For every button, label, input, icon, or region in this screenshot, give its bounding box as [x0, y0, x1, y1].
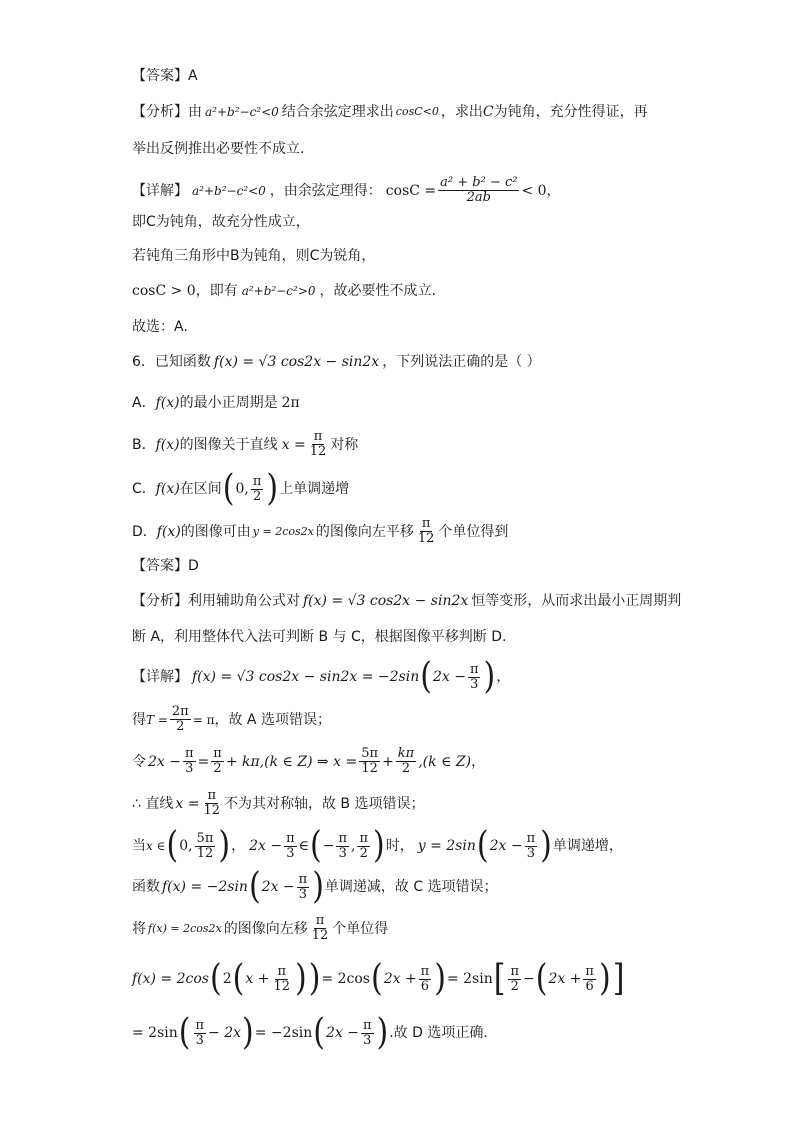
- text: 断 A，利用整体代入法可判断 B 与 C，根据图像平移判断 D.: [132, 629, 507, 645]
- paren-open: (: [166, 824, 179, 867]
- numerator: π: [338, 830, 347, 846]
- numerator: π: [421, 516, 431, 531]
- text: ，下列说法正确的是（ ）: [382, 354, 541, 370]
- math: 0,: [179, 838, 193, 854]
- math: f(x): [155, 436, 180, 453]
- text: 的图像可由: [180, 523, 251, 540]
- text: 6．已知函数: [132, 354, 211, 370]
- text: 令: [132, 753, 146, 770]
- text: ∴ 直线: [132, 795, 174, 812]
- text: 上单调递增: [279, 481, 350, 497]
- numerator: π: [469, 661, 479, 677]
- math: f(x): [155, 395, 180, 411]
- denominator: 3: [298, 886, 308, 902]
- fraction: [419, 965, 432, 994]
- math: = 2cos: [321, 971, 370, 987]
- fraction: [284, 832, 297, 861]
- denominator: 2: [510, 978, 519, 994]
- text: ，: [496, 669, 511, 685]
- bracket-close: ]: [612, 957, 625, 1000]
- math: 2x −: [432, 669, 466, 685]
- paren-open: (: [476, 824, 489, 867]
- option-a: [132, 393, 300, 413]
- question-6: [132, 352, 541, 372]
- math: f(x): [156, 523, 181, 540]
- paren-open: (: [178, 1011, 191, 1054]
- math: 2: [222, 971, 232, 987]
- numerator: π: [252, 473, 262, 489]
- math: − 2x: [208, 1025, 242, 1041]
- numerator: π: [298, 871, 308, 887]
- math: ,: [351, 838, 356, 854]
- fraction: [211, 747, 224, 776]
- answer-text: 【答案】D: [132, 558, 199, 574]
- detail-line-1: [132, 176, 561, 205]
- text: 不为其对称轴，故 B 选项错误；: [223, 795, 425, 812]
- detail-line-12: [132, 914, 388, 943]
- fraction: [508, 965, 521, 994]
- numerator: π: [184, 746, 194, 761]
- paren-close: ): [266, 467, 279, 510]
- fraction: [183, 747, 196, 776]
- text: ，故 A 选项错误；: [214, 711, 331, 728]
- text: 的图像关于直线: [179, 436, 278, 453]
- numerator: π: [359, 830, 368, 846]
- text: 故选：A.: [132, 319, 188, 335]
- text: 【分析】利用辅助角公式对: [132, 593, 300, 609]
- numerator: π: [207, 788, 216, 803]
- text: 即C为钝角，故充分性成立，: [132, 214, 310, 230]
- math: ∈: [298, 838, 309, 854]
- text: 举出反例推出必要性不成立.: [132, 141, 305, 157]
- fraction: [271, 965, 292, 994]
- fraction: [297, 873, 310, 902]
- text: 的最小正周期是: [179, 395, 278, 411]
- detail-line-2: [132, 212, 310, 232]
- detail-line-9: [132, 789, 425, 818]
- numerator: π: [362, 1017, 372, 1033]
- answer-label-1: [132, 66, 198, 86]
- math: y = 2cos2x: [252, 524, 314, 538]
- text: 【详解】: [132, 669, 188, 685]
- paren-open: (: [232, 957, 245, 1000]
- math: = 2sin: [132, 1025, 178, 1041]
- fraction: [583, 965, 596, 994]
- numerator: π: [213, 746, 222, 761]
- fraction: [195, 832, 216, 861]
- paren-close: ): [294, 957, 307, 1000]
- math: T =: [146, 712, 168, 727]
- math: +: [382, 753, 394, 770]
- denominator: 2: [176, 719, 185, 734]
- denominator: 3: [470, 676, 479, 692]
- paren-close: ): [308, 957, 321, 1000]
- denominator: 3: [526, 845, 535, 861]
- math: a²+b²−c²>0: [241, 284, 316, 298]
- text: ，: [471, 753, 486, 770]
- math: f(x) = −2sin: [162, 879, 248, 895]
- denominator: 3: [195, 1032, 204, 1048]
- numerator: π: [195, 1017, 205, 1033]
- math: = 2sin: [446, 971, 493, 987]
- option-c: [132, 467, 350, 510]
- math: 2x −: [489, 838, 523, 854]
- text: 的图像向左移: [223, 920, 308, 937]
- math: cosC<0: [395, 105, 439, 118]
- numerator: π: [277, 963, 286, 979]
- text: A．: [132, 395, 156, 411]
- paren-open: (: [370, 957, 383, 1000]
- paren-close: ): [376, 1011, 389, 1054]
- numerator: 5π: [361, 746, 379, 761]
- text: ，由余弦定理得：: [269, 182, 382, 199]
- answer-label-2: [132, 556, 199, 576]
- text: 将: [132, 920, 146, 937]
- text: 时，: [385, 838, 414, 854]
- math: 2x +: [548, 971, 582, 987]
- denominator: 12: [311, 928, 329, 943]
- denominator: 12: [417, 531, 435, 546]
- denominator: 12: [196, 845, 214, 861]
- math: −: [522, 971, 535, 987]
- numerator: 2π: [171, 704, 189, 719]
- denominator: 2ab: [466, 190, 491, 205]
- math: + kπ,(k ∈ Z) ⇒ x =: [225, 753, 358, 770]
- numerator: π: [315, 913, 325, 928]
- denominator: 6: [585, 978, 594, 994]
- option-d: [132, 517, 508, 546]
- denominator: 2: [401, 761, 411, 776]
- math: x +: [245, 971, 270, 987]
- fraction: [308, 430, 329, 459]
- math: a²+b²−c²<0: [192, 183, 266, 198]
- fraction: [310, 914, 331, 943]
- analysis-line-4: [132, 627, 506, 647]
- numerator: 5π: [196, 830, 214, 846]
- denominator: 2: [359, 845, 368, 861]
- paren-open: (: [313, 1011, 325, 1054]
- text: 【分析】由: [132, 104, 202, 120]
- detail-line-7: [132, 705, 331, 734]
- denominator: 3: [338, 845, 347, 861]
- numerator: kπ: [397, 746, 415, 761]
- text: ，故必要性不成立.: [319, 283, 436, 299]
- text: 【详解】: [132, 182, 188, 199]
- math: cosC =: [385, 182, 437, 199]
- paren-open: (: [210, 957, 222, 1000]
- paren-close: ): [540, 824, 552, 867]
- math: x =: [281, 436, 306, 453]
- text: ，: [231, 838, 246, 854]
- numerator: a² + b² − c²: [440, 175, 518, 190]
- text: 函数: [132, 879, 160, 895]
- text: 当: [132, 838, 146, 854]
- paren-open: (: [535, 957, 548, 1000]
- fraction: [416, 517, 437, 546]
- fraction: [251, 475, 264, 504]
- numerator: π: [585, 963, 594, 979]
- numerator: π: [313, 429, 323, 444]
- detail-line-5: [132, 317, 188, 337]
- bracket-open: [: [493, 957, 506, 1000]
- math: f(x): [155, 481, 180, 497]
- fraction: [361, 1019, 374, 1048]
- fraction: [359, 747, 380, 776]
- math: 2π: [281, 395, 300, 411]
- analysis-line-2: [132, 139, 304, 159]
- text: 在区间: [179, 481, 222, 497]
- math: x ∈: [146, 839, 166, 853]
- denominator: 2: [213, 761, 222, 776]
- text: 得: [132, 711, 146, 728]
- denominator: 3: [185, 761, 194, 776]
- math: 0,: [235, 481, 249, 497]
- text: 单调递减，故 C 选项错误；: [324, 879, 498, 895]
- text: B．: [132, 436, 156, 453]
- denominator: 12: [273, 978, 290, 994]
- math: −: [322, 838, 335, 854]
- math: 2x −: [325, 1025, 359, 1041]
- math: f(x) = √3 cos2x − sin2x = −2sin: [192, 669, 420, 685]
- option-b: [132, 430, 358, 459]
- denominator: 12: [361, 761, 378, 776]
- denominator: 6: [420, 978, 430, 994]
- fraction: [468, 663, 481, 692]
- denominator: 12: [309, 444, 327, 459]
- paren-close: ): [483, 655, 496, 698]
- analysis-line-1: [132, 102, 648, 122]
- paren-close: ): [434, 957, 446, 1000]
- math: 2x −: [261, 879, 295, 895]
- paren-close: ): [218, 824, 231, 867]
- text: 单调递增，: [552, 838, 623, 854]
- denominator: 12: [203, 803, 220, 818]
- numerator: π: [286, 830, 295, 846]
- math: =: [197, 753, 210, 770]
- denominator: 3: [363, 1032, 372, 1048]
- text: 恒等变形，从而求出最小正周期判: [471, 593, 682, 609]
- text: ，求出: [440, 104, 483, 120]
- detail-line-6: [132, 655, 511, 698]
- text: .故 D 选项正确.: [389, 1025, 488, 1041]
- math: a²+b²−c²<0: [205, 105, 279, 119]
- math: f(x) = 2cos2x: [148, 921, 222, 935]
- math: 2x +: [383, 971, 417, 987]
- fraction: [396, 747, 416, 776]
- math: cosC > 0，即有: [132, 283, 238, 299]
- paren-close: ): [373, 824, 385, 867]
- fraction: [194, 1019, 207, 1048]
- fraction: [336, 832, 349, 861]
- math: = −2sin: [254, 1025, 313, 1041]
- math: f(x) = √3 cos2x − sin2x: [303, 593, 469, 609]
- detail-line-4: [132, 281, 436, 301]
- detail-line-10: [132, 824, 623, 867]
- math: y = 2sin: [417, 838, 476, 854]
- paren-close: ): [312, 865, 324, 908]
- paren-open: (: [420, 655, 432, 698]
- text: 个单位得到: [438, 523, 509, 540]
- numerator: π: [510, 963, 519, 979]
- text: 的图像向左平移: [315, 523, 414, 540]
- detail-line-14: [132, 1011, 488, 1054]
- denominator: 2: [253, 488, 262, 504]
- denominator: 3: [286, 845, 295, 861]
- text: C．: [132, 481, 156, 497]
- analysis-line-3: [132, 591, 681, 611]
- answer-text: 【答案】A: [132, 68, 198, 84]
- text: 个单位得: [332, 920, 389, 937]
- text: 为钝角，充分性得证，再: [493, 104, 648, 120]
- math: x =: [175, 795, 200, 812]
- paren-close: ): [598, 957, 611, 1000]
- math: ,(k ∈ Z): [418, 753, 472, 770]
- numerator: π: [526, 830, 536, 846]
- fraction: [357, 832, 370, 861]
- paren-open: (: [310, 824, 322, 867]
- fraction: [438, 176, 519, 205]
- paren-close: ): [242, 1011, 254, 1054]
- text: 若钝角三角形中B为钝角，则C为锐角，: [132, 248, 376, 264]
- text: D．: [132, 523, 157, 540]
- detail-line-3: [132, 246, 375, 266]
- math: < 0，: [521, 182, 561, 199]
- math: 2x −: [148, 753, 181, 770]
- math: 2x −: [249, 838, 283, 854]
- math: = π: [192, 712, 215, 727]
- paren-open: (: [248, 865, 261, 908]
- math: f(x) = 2cos: [132, 971, 209, 987]
- text: 结合余弦定理求出: [281, 104, 394, 120]
- text: 对称: [330, 436, 359, 453]
- detail-line-11: [132, 865, 498, 908]
- detail-line-8: [132, 747, 485, 776]
- fraction: [201, 789, 222, 818]
- math: C: [482, 104, 494, 120]
- detail-line-13: [132, 957, 625, 1000]
- fraction: [170, 705, 191, 734]
- math: f(x) = √3 cos2x − sin2x: [213, 354, 380, 370]
- numerator: π: [420, 963, 430, 979]
- fraction: [525, 832, 538, 861]
- paren-open: (: [222, 467, 235, 510]
